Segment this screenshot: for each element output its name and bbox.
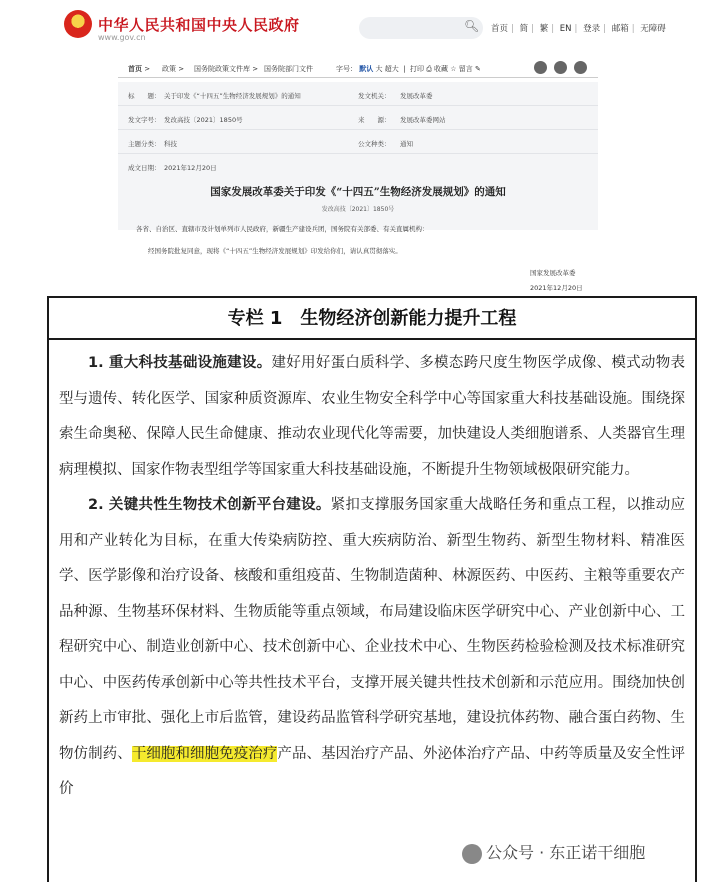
breadcrumb-home[interactable]: 首页 — [128, 65, 142, 73]
watermark-text: 公众号 · 东正诺干细胞 — [486, 843, 646, 862]
print-icon[interactable]: ⎙ — [426, 65, 432, 73]
favorite-button[interactable]: 收藏 — [434, 65, 449, 73]
breadcrumb: 首页 > 政策 > 国务院政策文件库 > 国务院部门文件 字号： 默认 大 超大 | 打印 ⎙ 收藏 ☆ 留言 ✎ — [118, 56, 598, 78]
link-traditional[interactable]: 繁 — [539, 24, 549, 34]
column-box-body — [59, 346, 685, 808]
weibo-share-icon[interactable] — [554, 61, 567, 74]
watermark — [462, 838, 724, 868]
wechat-share-icon[interactable] — [534, 61, 547, 74]
link-english[interactable]: EN — [559, 24, 572, 34]
breadcrumb-policy-library[interactable]: 国务院政策文件库 — [194, 65, 250, 73]
document-body: 经国务院批复同意，现将《“十四五”生物经济发展规划》印发给你们，请认真贯彻落实。 — [148, 247, 402, 255]
wechat-icon — [462, 844, 482, 864]
meta-row: 主题分类： 科技 公文种类： 通知 — [118, 130, 598, 154]
meta-row: 发文字号： 发改高技〔2021〕1850号 来 源： 发展改革委网站 — [118, 106, 598, 130]
link-simplified[interactable]: 简 — [519, 24, 529, 34]
paragraph-2-heading: 2. 关键共性生物技术创新平台建设。 — [88, 497, 331, 513]
paragraph-1-text: 建好用好蛋白质科学、多模态跨尺度生物医学成像、模式动物表型与遗传、转化医学、国家种质资源库、农业生物安全科学中心等国家重大科技基础设施。围绕探索生命奥秘、保障人民生命健康、推动农业现代化等需要，加快建设人类细胞谱系、人类器官生理病理模拟、国家作物表型组学等国家重大科技基础设施，不断提升生物领域极限研究能力。 — [59, 355, 685, 478]
comment-button[interactable]: 留言 — [458, 65, 473, 73]
font-size-label: 字号： — [336, 65, 357, 73]
meta-row: 标 题： 关于印发《“十四五”生物经济发展规划》的通知 发文机关： 发展改革委 — [118, 82, 598, 106]
document-recipients: 各省、自治区、直辖市及计划单列市人民政府，新疆生产建设兵团，国务院有关部委、有关直属机构： — [136, 225, 429, 233]
breadcrumb-dept-docs[interactable]: 国务院部门文件 — [264, 65, 313, 73]
column-box-title: 专栏 1 生物经济创新能力提升工程 — [49, 298, 695, 340]
paragraph-1-heading: 1. 重大科技基础设施建设。 — [88, 355, 272, 371]
highlighted-text: 干细胞和细胞免疫治疗 — [131, 745, 278, 762]
font-size-large[interactable]: 大 — [375, 65, 383, 73]
link-login[interactable]: 登录 — [583, 24, 601, 34]
document-title: 国家发展改革委关于印发《“十四五”生物经济发展规划》的通知 — [210, 186, 506, 198]
meta-row: 成文日期： 2021年12月20日 — [128, 164, 217, 172]
document-date: 2021年12月20日 — [530, 284, 583, 292]
site-url: www.gov.cn — [98, 33, 146, 42]
national-emblem-icon[interactable] — [64, 10, 92, 38]
paragraph-2-tail: 产品、基因治疗产品、外泌体治疗产品、中药等质量及安全性评价 — [59, 745, 686, 797]
link-accessibility[interactable]: 无障碍 — [640, 24, 666, 34]
site-header — [0, 0, 724, 52]
document-panel — [118, 56, 598, 296]
site-title[interactable]: 中华人民共和国中央人民政府 — [98, 16, 300, 34]
font-size-xlarge[interactable]: 超大 — [384, 65, 399, 73]
breadcrumb-policy[interactable]: 政策 — [162, 65, 176, 73]
star-icon[interactable]: ☆ — [450, 65, 457, 73]
print-button[interactable]: 打印 — [409, 65, 424, 73]
document-number: 发改高技〔2021〕1850号 — [321, 206, 395, 213]
search-icon[interactable]: 🔍︎ — [464, 19, 480, 33]
paragraph-2-text: 紧扣支撑服务国家重大战略任务和重点工程，以推动应用和产业转化为目标，在重大传染病防控、重大疾病防治、新型生物药、新型生物材料、精准医学、医学影像和治疗设备、核酸和重组疫苗、生物制造菌种、林源医药、中医药、主粮等重要农产品种源、生物基环保材料、生物质能等重点领域，布局建设临床医学研究中心、产业创新中心、工程研究中心、制造业创新中心、技术创新中心、企业技术中心、生物医药检验检测及技术标准研究中心、中医药传承创新中心等共性技术平台，支撑开展关键共性技术创新和示范应用。围绕加快创新药上市审批、强化上市后监管，建设药品监管科学研究基地，建设抗体药物、融合蛋白药物、生物仿制药、 — [59, 497, 685, 762]
document-signer: 国家发展改革委 — [530, 269, 576, 277]
paragraph-1 — [59, 346, 685, 488]
page-tools: 字号： 默认 大 超大 | 打印 ⎙ 收藏 ☆ 留言 ✎ — [336, 65, 481, 73]
edit-icon[interactable]: ✎ — [475, 65, 481, 73]
link-mail[interactable]: 邮箱 — [611, 24, 629, 34]
column-box — [47, 296, 697, 882]
link-home[interactable]: 首页 — [491, 24, 509, 34]
paragraph-2 — [59, 488, 685, 808]
top-links: 首页 | 简 | 繁 | EN | 登录 | 邮箱 | 无障碍 — [491, 24, 666, 34]
qq-share-icon[interactable] — [574, 61, 587, 74]
font-size-default[interactable]: 默认 — [359, 65, 374, 73]
